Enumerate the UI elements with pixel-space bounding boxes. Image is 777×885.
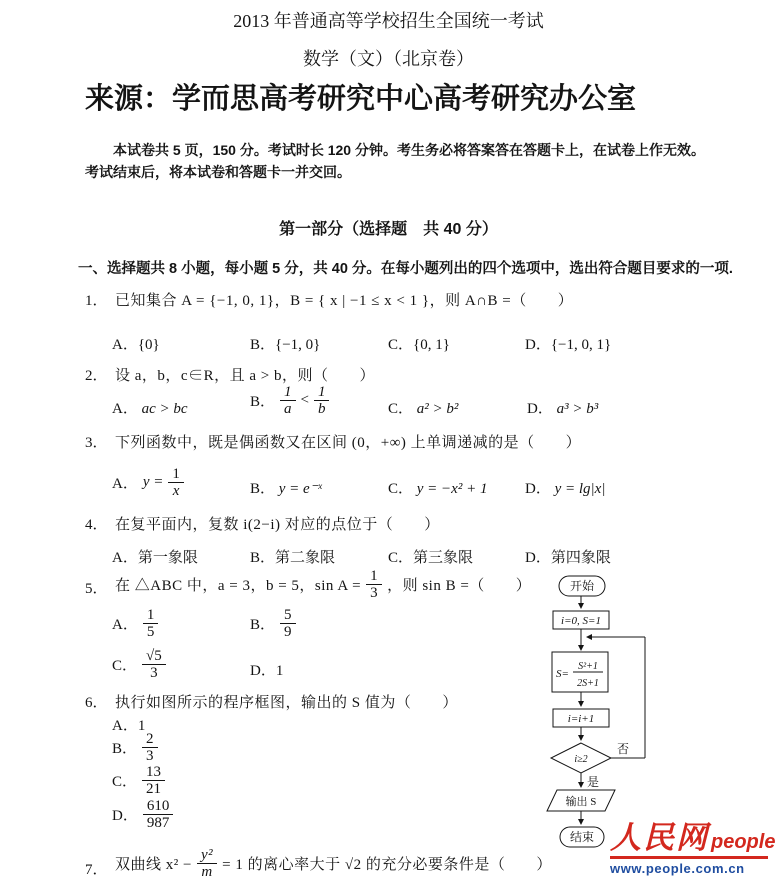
q4-stem: 在复平面内，复数 i(2−i) 对应的点位于（ ）: [115, 517, 440, 533]
fraction: $\frac{5}{9}$: [280, 607, 296, 640]
q1-option-a: A．{0}: [112, 337, 160, 353]
exam-notice-line1: 本试卷共 5 页，150 分。考试时长 120 分钟。考生务必将答案答在答题卡上，在试卷上作无效。: [113, 142, 705, 158]
q5-option-a: A． $\frac{1}{5}$: [112, 607, 158, 640]
q1-option-b: B．{−1, 0}: [250, 337, 321, 353]
q1-stem: 已知集合 A = {−1, 0, 1}，B = { x | −1 ≤ x < 1 }，则 A∩B =（ ）: [115, 293, 574, 309]
q4-option-d: D．第四象限: [525, 550, 611, 566]
q6-number: 6．: [85, 695, 108, 711]
exam-title-line1: 2013 年普通高等学校招生全国统一考试: [233, 11, 544, 31]
q5-option-b: B． $\frac{5}{9}$: [250, 607, 296, 640]
flowchart-output-label: 输出 S: [565, 796, 597, 808]
q7-stem: 双曲线 x² − $\frac{\text{y²}}{m}$ = 1 的离心率大于 √2 的充分必要条件是（ ）: [115, 847, 552, 881]
exam-title-line2: 数学（文）（北京卷）: [303, 49, 474, 69]
peoples-daily-logo: [610, 822, 776, 876]
flowchart-start-label: 开始: [569, 579, 595, 593]
q2-number: 2．: [85, 368, 108, 384]
fraction: $\frac{1}{b}$: [314, 384, 330, 417]
q1-option-c: C．{0, 1}: [388, 337, 450, 353]
flowchart-init-label: i=0, S=1: [561, 615, 601, 627]
q5-stem: 在 △ABC 中，a = 3，b = 5，sin A = $\frac{1}{3}$ ，则 sin B =（ ）: [115, 568, 532, 602]
exam-notice-line2: 考试结束后，将本试卷和答题卡一并交回。: [85, 164, 351, 180]
q2-stem: 设 a，b，c∈R，且 a > b，则（ ）: [115, 368, 375, 384]
flowchart-assign-lhs: S=: [556, 668, 569, 680]
q5-number: 5．: [85, 581, 108, 597]
q1-option-d: D．{−1, 0, 1}: [525, 337, 612, 353]
q5-option-d: D．1: [250, 663, 284, 679]
q7-number: 7．: [85, 862, 108, 878]
fraction: $\frac{610}{987}$: [143, 798, 174, 831]
fraction: $\frac{√5}{3}$: [142, 648, 166, 681]
q3-option-b: B． y = e⁻ˣ: [250, 481, 322, 497]
q6-option-d: D． $\frac{610}{987}$: [112, 798, 173, 831]
logo-url: www.people.com.cn: [610, 861, 745, 876]
q6-option-c: C． $\frac{13}{21}$: [112, 764, 165, 797]
q4-option-b: B．第二象限: [250, 550, 336, 566]
q6-option-a: A．1: [112, 718, 146, 734]
flowchart-assign-denominator: 2S+1: [577, 678, 599, 689]
flowchart-decision-label: i≥2: [574, 754, 588, 765]
q3-option-a: A． y = $\frac{1}{x}$: [112, 466, 184, 499]
q5-option-c: C． $\frac{√5}{3}$: [112, 648, 166, 681]
q6-option-b: B． $\frac{2}{3}$: [112, 731, 158, 764]
source-heading: 来源：学而思高考研究中心高考研究办公室: [85, 83, 637, 115]
q2-option-c: C． a² > b²: [388, 401, 459, 417]
q4-option-c: C．第三象限: [388, 550, 474, 566]
flowchart-yes-label: 是: [587, 775, 600, 789]
logo-brand-cn: 人民网: [610, 820, 709, 855]
q2-option-a: A． ac > bc: [112, 401, 188, 417]
logo-brand-en: people: [711, 831, 776, 853]
q2-option-d: D． a³ > b³: [527, 401, 599, 417]
program-flowchart: [535, 568, 700, 863]
fraction: $\frac{1}{x}$: [168, 466, 184, 499]
q3-stem: 下列函数中，既是偶函数又在区间 (0，+∞) 上单调递减的是（ ）: [115, 435, 582, 451]
flowchart-end-label: 结束: [569, 830, 595, 844]
fraction: $\frac{13}{21}$: [142, 764, 165, 797]
fraction: $\frac{\text{y²}}{m}$: [197, 847, 217, 880]
q3-option-d: D． y = lg|x|: [525, 481, 606, 497]
section-title: 第一部分（选择题 共 40 分）: [279, 221, 498, 238]
q1-number: 1．: [85, 293, 108, 309]
q4-option-a: A．第一象限: [112, 550, 198, 566]
fraction: $\frac{1}{5}$: [143, 607, 159, 640]
fraction: $\frac{1}{a}$: [280, 384, 296, 417]
section-instruction: 一、选择题共 8 小题，每小题 5 分，共 40 分。在每小题列出的四个选项中，选出符合题目要求的一项.: [78, 261, 733, 277]
fraction: $\frac{2}{3}$: [142, 731, 158, 764]
flowchart-increment-label: i=i+1: [567, 713, 595, 725]
q2-option-b: B． $\frac{1}{a}$ < $\frac{1}{b}$: [250, 384, 329, 417]
flowchart-no-label: 否: [617, 742, 630, 756]
logo-underline: [610, 856, 768, 859]
q6-stem: 执行如图所示的程序框图，输出的 S 值为（ ）: [115, 695, 458, 711]
q3-number: 3．: [85, 435, 108, 451]
flowchart-assign-numerator: S²+1: [578, 661, 598, 672]
q4-number: 4．: [85, 517, 108, 533]
fraction: $\frac{1}{3}$: [366, 568, 382, 601]
q3-option-c: C． y = −x² + 1: [388, 481, 488, 497]
